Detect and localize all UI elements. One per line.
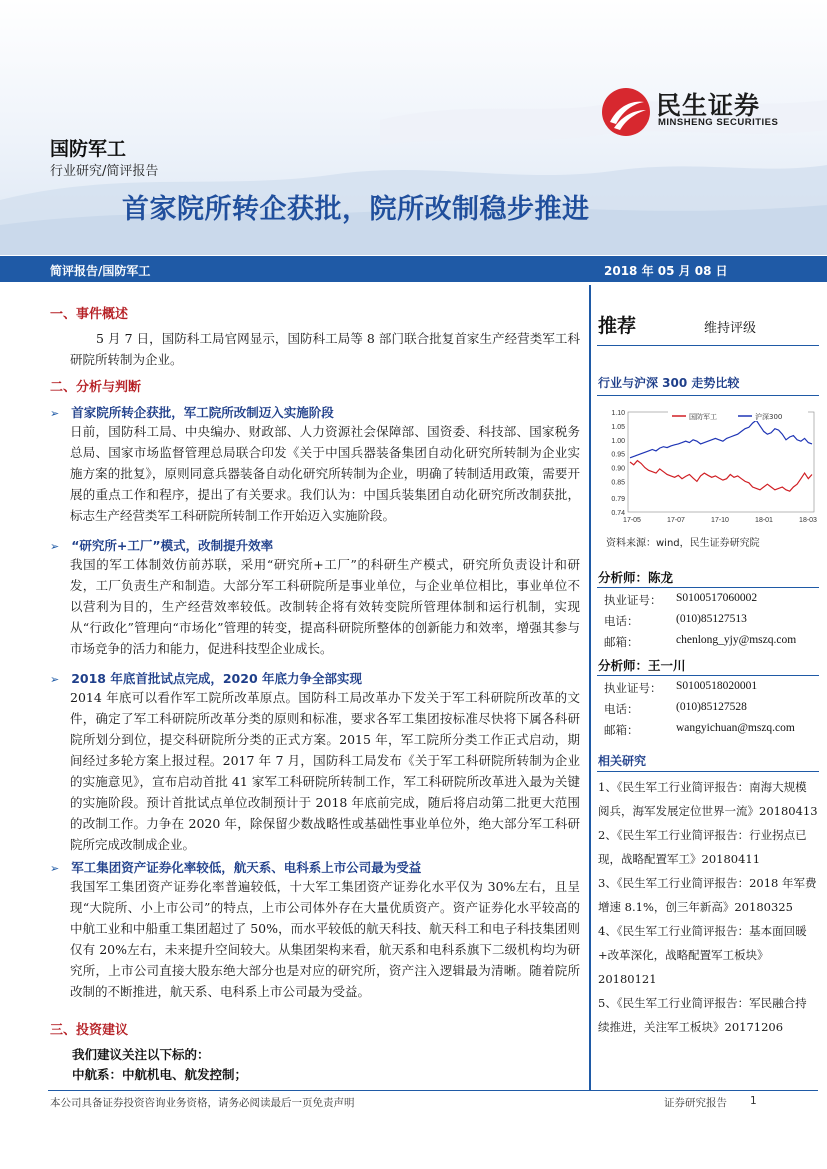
sector-label: 国防军工 — [50, 138, 127, 160]
bullet-heading-3 — [50, 669, 362, 687]
analysis-paragraph-1: 日前，国防科工局、中央编办、财政部、人力资源社会保障部、国资委、科技部、国家税务总局、国家市场监督管理总局联合印发《关于中国兵器装备集团自动化研究所转制为企业实施方案的批复》，原则同意兵器装备自动化研究所转制为企业，明确了转制适用政策，需要开展的重点工作和程序，提出了有关要求。我们认为：中国兵装集团自动化研究所改制获批，标志生产经营类军工科研院所转制工作开始迈入实施阶段。 — [70, 424, 580, 523]
arrow-bullet-icon: ➢ — [50, 540, 60, 553]
related-item[interactable]: 2、《民生军工行业简评报告：行业拐点已现，战略配置军工》20180411 — [598, 828, 807, 866]
x-tick-label: 18-03 — [799, 517, 817, 524]
bullet-heading-1-text: 首家院所转企获批，军工院所改制迈入实施阶段 — [71, 405, 334, 420]
investment-intro: 我们建议关注以下标的： — [72, 1047, 210, 1062]
trend-chart — [600, 398, 820, 526]
analyst-1-cert: S0100517060002 — [676, 592, 758, 604]
bullet-heading-1 — [50, 403, 334, 421]
sidebar-rule — [597, 587, 819, 588]
legend-label: 沪深300 — [755, 413, 783, 421]
analysis-paragraph-4: 我国军工集团资产证券化率普遍较低，十大军工集团资产证券化水平仅为 30%左右，且呈现“大院所、小上市公司”的特点，上市公司体外存在大量优质资产。资产证券化水平较高的中航工业和中船重工集团超过了 50%，而水平较低的航天科技、航天科工和电子科技集团则仅有 20%左右，未来提升空间较大。从集团架构来看，航天系和电科系旗下二级机构均为研究所，上市公司直接大股东绝大部分也是对应的研究所，资产注入逻辑最为清晰。随着院所改制的不断推进，航天系、电科系上市公司最为受益。 — [70, 879, 580, 999]
footer-label: 证券研究报告 — [664, 1097, 727, 1109]
arrow-bullet-icon: ➢ — [50, 407, 60, 420]
analyst-2-title: 分析师：王一川 — [598, 658, 686, 673]
related-research-title: 相关研究 — [598, 754, 647, 768]
x-tick-label: 18-01 — [755, 517, 773, 524]
analyst-1-email[interactable]: chenlong_yjy@mszq.com — [676, 634, 797, 646]
arrow-bullet-icon: ➢ — [50, 673, 60, 686]
series-line-hs300 — [630, 420, 812, 458]
footer-disclaimer: 本公司具备证券投资咨询业务资格，请务必阅读最后一页免责声明 — [50, 1097, 355, 1109]
analyst-2-email-label: 邮箱： — [604, 723, 639, 737]
y-tick-label: 1.00 — [611, 437, 625, 445]
x-tick-label: 17-07 — [667, 517, 685, 524]
analyst-1-email-label: 邮箱： — [604, 635, 639, 649]
analyst-2-phone-label: 电话： — [604, 702, 639, 716]
y-tick-label: 0.85 — [611, 479, 625, 487]
y-tick-label: 0.90 — [611, 465, 625, 473]
legend-label: 国防军工 — [689, 413, 717, 421]
analyst-1-title: 分析师：陈龙 — [598, 570, 674, 585]
x-tick-label: 17-05 — [623, 517, 641, 524]
bullet-heading-2 — [50, 536, 273, 554]
y-tick-label: 0.74 — [611, 510, 625, 517]
swoosh-icon — [602, 88, 650, 136]
series-line-industry — [630, 461, 812, 492]
y-tick-label: 0.79 — [611, 496, 625, 504]
page-number: 1 — [750, 1095, 757, 1107]
analysis-paragraph-2: 我国的军工体制效仿前苏联，采用“研究所+工厂”的科研生产模式，研究所负责设计和研发，工厂负责生产和制造。大部分军工科研院所是事业单位，与企业单位相比，事业单位不以营利为目的，生产经营效率较低。改制转企将有效转变院所管理体制和运行机制，实现从“行政化”管理向“市场化”管理的转变，提高科研院所整体的创新能力和效率，增强其参与市场竞争的活力和能力，促进科技型企业成长。 — [70, 557, 580, 656]
y-tick-label: 1.10 — [611, 410, 625, 417]
sidebar-rule — [597, 395, 819, 396]
sidebar-rule — [597, 345, 819, 346]
analyst-1-phone: (010)85127513 — [676, 613, 747, 625]
related-item[interactable]: 5、《民生军工行业简评报告：军民融合持续推进，关注军工板块》20171206 — [598, 996, 807, 1034]
sidebar-rule — [597, 675, 819, 676]
bullet-heading-2-text: “研究所+工厂”模式，改制提升效率 — [71, 538, 274, 553]
page-title: 首家院所转企获批，院所改制稳步推进 — [122, 194, 590, 225]
related-item[interactable]: 3、《民生军工行业简评报告：2018 年军费增速 8.1%，创三年新高》20180325 — [598, 876, 817, 914]
bullet-heading-3-text: 2018 年底首批试点完成，2020 年底力争全部实现 — [71, 671, 363, 686]
chart-title: 行业与沪深 300 走势比较 — [598, 376, 740, 390]
plot-frame — [628, 412, 814, 512]
related-item[interactable]: 4、《民生军工行业简评报告：基本面回暖+改革深化，战略配置军工板块》20180121 — [598, 924, 807, 986]
section-heading-overview: 一、事件概述 — [50, 307, 129, 322]
brand-name-cn: 民生证券 — [656, 91, 761, 120]
y-tick-label: 1.05 — [611, 423, 625, 431]
band-category: 简评报告/国防军工 — [50, 264, 151, 278]
section-heading-analysis: 二、分析与判断 — [50, 380, 142, 395]
bullet-heading-4 — [50, 858, 421, 876]
y-tick-label: 0.95 — [611, 451, 625, 459]
overview-paragraph: 5 月 7 日，国防科工局官网显示，国防科工局等 8 部门联合批复首家生产经营类军工科研院所转制为企业。 — [70, 331, 580, 367]
analyst-2-cert: S0100518020001 — [676, 680, 758, 692]
bullet-heading-4-text: 军工集团资产证券化率较低，航天系、电科系上市公司最为受益 — [71, 860, 422, 875]
investment-picks: 中航系：中航机电、航发控制； — [72, 1067, 248, 1082]
analyst-2-email[interactable]: wangyichuan@mszq.com — [676, 722, 795, 734]
rating-status: 维持评级 — [704, 321, 757, 336]
footer-rule — [48, 1090, 818, 1091]
section-heading-investment: 三、投资建议 — [50, 1023, 129, 1038]
brand-name-en: MINSHENG SECURITIES — [658, 117, 779, 128]
analyst-1-cert-label: 执业证号： — [604, 593, 662, 607]
related-item[interactable]: 1、《民生军工行业简评报告：南海大规模阅兵，海军发展定位世界一流》20180413 — [598, 780, 818, 818]
analysis-paragraph-3: 2014 年底可以看作军工院所改革原点。国防科工局改革办下发关于军工科研院所改革的文件，确定了军工科研院所改革分类的原则和标准，要求各军工集团按标准尽快将下属各科研院所划分到位，提交科研院所分类的正式方案。2015 年，军工院所分类工作正式启动，期间经过多轮方案上报过程。2017 年 7 月，国防科工局发布《关于军工科研院所转制为企业的实施意见》，宣布启动首批 41 家军工科研院所转制工作，军工科研院所改革进入最为关键的实施阶段。预计首批试点单位改制预计于 2018 年底前完成，随后将启动第二批更大范围的改制工作。力争在 2020 年，除保留少数战略性或基础性事业单位外，绝大部分军工科研院所完成改制成企业。 — [70, 690, 580, 852]
brand-logo-icon — [602, 88, 650, 136]
column-divider — [589, 285, 591, 1090]
analyst-2-phone: (010)85127528 — [676, 701, 747, 713]
analyst-1-phone-label: 电话： — [604, 614, 639, 628]
x-tick-label: 17-10 — [711, 517, 729, 524]
analyst-2-cert-label: 执业证号： — [604, 681, 662, 695]
report-date: 2018 年 05 月 08 日 — [604, 264, 728, 278]
recommendation: 推荐 — [598, 315, 637, 337]
sidebar-rule — [597, 771, 819, 772]
report-type: 行业研究/简评报告 — [50, 164, 159, 179]
chart-source: 资料来源：wind，民生证券研究院 — [606, 538, 760, 549]
arrow-bullet-icon: ➢ — [50, 862, 60, 875]
related-research-list — [598, 775, 818, 1039]
